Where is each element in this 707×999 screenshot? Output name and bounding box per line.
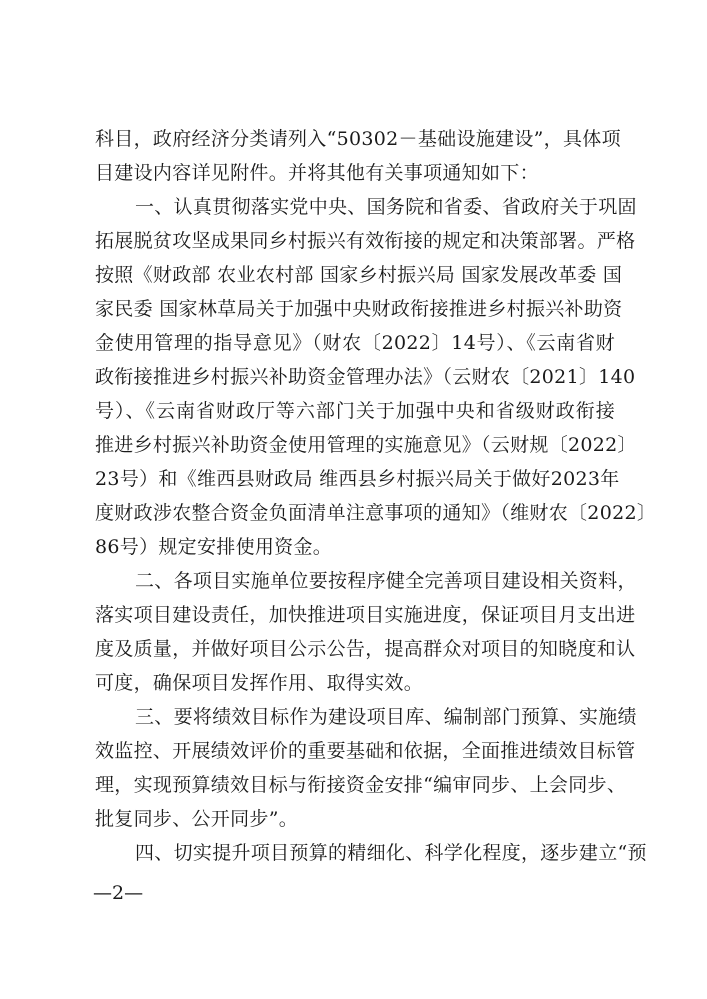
body-text-line: 政衔接推进乡村振兴补助资金管理办法》（云财农〔2021〕140 bbox=[95, 366, 636, 388]
paragraph-three-heading-line: 三、要将绩效目标作为建设项目库、编制部门预算、实施绩 bbox=[135, 706, 637, 728]
body-text-line: 家民委 国家林草局关于加强中央财政衔接推进乡村振兴补助资 bbox=[95, 298, 623, 320]
body-text-line: 号）、《云南省财政厅等六部门关于加强中央和省级财政衔接 bbox=[95, 400, 615, 422]
body-text-line: 科目，政府经济分类请列入“50302－基础设施建设”，具体项 bbox=[95, 128, 621, 150]
body-text-line: 可度，确保项目发挥作用、取得实效。 bbox=[95, 672, 424, 694]
paragraph-four-heading-line: 四、切实提升项目预算的精细化、科学化程度，逐步建立“预 bbox=[135, 842, 647, 864]
paragraph-two-heading-line: 二、各项目实施单位要按程序健全完善项目建设相关资料， bbox=[135, 570, 637, 592]
body-text-line: 按照《财政部 农业农村部 国家乡村振兴局 国家发展改革委 国 bbox=[95, 264, 623, 286]
body-text-line: 金使用管理的指导意见》（财农〔2022〕14号）、《云南省财 bbox=[95, 332, 615, 354]
body-text-line: 23号）和《维西县财政局 维西县乡村振兴局关于做好2023年 bbox=[95, 468, 620, 490]
body-text-line: 效监控、开展绩效评价的重要基础和依据，全面推进绩效目标管 bbox=[95, 740, 636, 762]
body-text-line: 度财政涉农整合资金负面清单注意事项的通知》（维财农〔2022〕 bbox=[95, 502, 657, 524]
page-number: —2— bbox=[93, 882, 144, 904]
body-text-line: 批复同步、公开同步”。 bbox=[95, 808, 299, 830]
body-text-line: 推进乡村振兴补助资金使用管理的实施意见》（云财规〔2022〕 bbox=[95, 434, 637, 456]
paragraph-one-heading-line: 一、认真贯彻落实党中央、国务院和省委、省政府关于巩固 bbox=[135, 196, 637, 218]
body-text-line: 拓展脱贫攻坚成果同乡村振兴有效衔接的规定和决策部署。严格 bbox=[95, 230, 636, 252]
body-text-line: 度及质量，并做好项目公示公告，提高群众对项目的知晓度和认 bbox=[95, 638, 636, 660]
body-text-line: 落实项目建设责任，加快推进项目实施进度，保证项目月支出进 bbox=[95, 604, 636, 626]
body-text-line: 86号）规定安排使用资金。 bbox=[95, 536, 333, 558]
body-text-line: 理，实现预算绩效目标与衔接资金安排“编审同步、上会同步、 bbox=[95, 774, 627, 796]
body-text-line: 目建设内容详见附件。并将其他有关事项通知如下： bbox=[95, 162, 539, 184]
